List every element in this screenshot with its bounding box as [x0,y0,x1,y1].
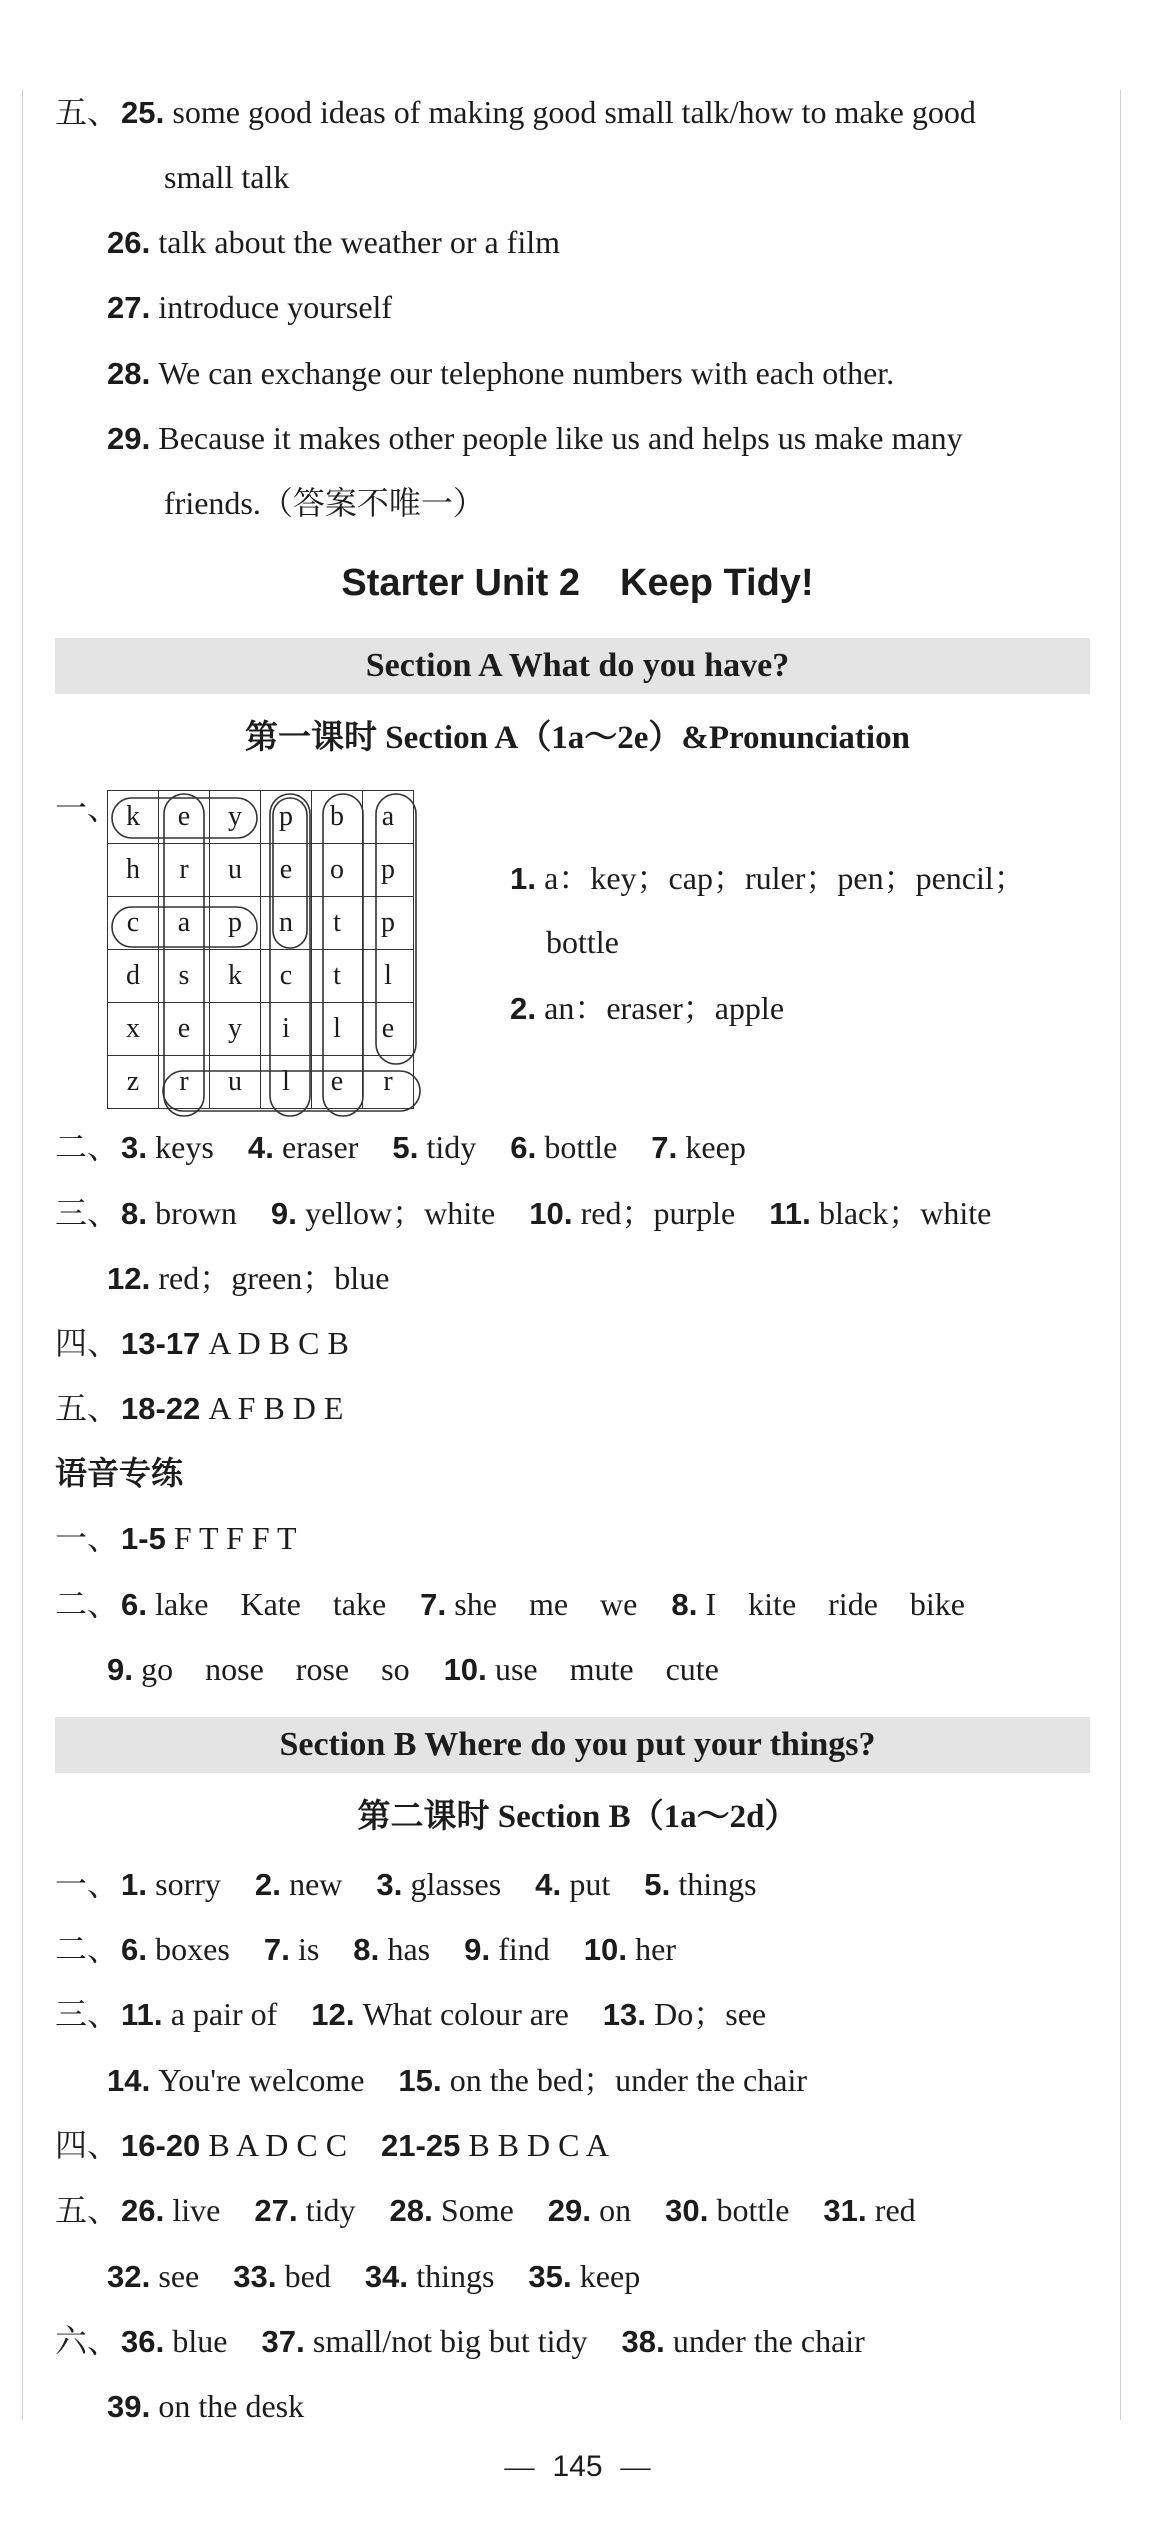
sb-q5-line: 五、26. live 27. tidy 28. Some 29. on 30. bottle 31. red [55,2192,916,2228]
answer-text: on the desk [158,2388,305,2424]
grid-cell: i [261,1003,312,1056]
sb-q3-line-cont: 14. You're welcome 15. on the bed；under the chair [107,2062,807,2098]
question-number: 5 [644,1867,662,1902]
answer-text: has [387,1931,431,1967]
question-number: 28 [107,356,142,391]
phonetics-q1-line [55,1518,297,1559]
phonetics-q2-line-cont: 9. go nose rose so 10. use mute cute [107,1651,719,1687]
answer-line-29: 29. Because it makes other people like us and helps us make many [107,420,963,456]
grid-cell: l [312,1003,363,1056]
answer-text: red；purple [580,1195,736,1231]
question-range: 13-17 [121,1326,201,1361]
question-number: 11 [769,1196,803,1231]
question-number: 7 [651,1130,669,1165]
grid-cell: p [363,844,414,897]
question-number: 12 [311,1997,346,2032]
answer-text: some good ideas of making good small talk/how to make good [172,94,976,130]
answer-text: go nose rose so [141,1651,410,1687]
unit-title [0,562,1155,605]
sb-q5-line-cont: 32. see 33. bed 34. things 35. keep [107,2258,641,2294]
answer-text: red；green；blue [158,1260,390,1296]
question-number: 8 [121,1196,139,1231]
sa-q3-line-cont: 12. red；green；blue [107,1260,390,1296]
answer-text: F T F F T [173,1520,297,1556]
answer-text: red [874,2192,916,2228]
grid-cell: t [312,950,363,1003]
question-number: 9 [107,1652,125,1687]
answer-text: glasses [410,1866,502,1902]
section-b-title: Section B Where do you put your things? [279,1726,876,1763]
question-number: 36 [121,2324,156,2359]
question-number: 13 [602,1997,638,2032]
sa-q5-line [55,1388,343,1429]
answer-text: Because it makes other people like us and helps us make many [158,420,963,456]
question-number: 27 [254,2193,289,2228]
question-number: 31 [823,2193,858,2228]
sb-q6-line-cont: 39. on the desk [107,2388,305,2424]
question-mark: 二、 [55,1931,120,1967]
question-number: 2 [254,1867,273,1902]
sb-q6-line: 六、36. blue 37. small/not big but tidy 38. under the chair [55,2323,865,2359]
grid-cell: s [159,950,210,1003]
answer-text: Do；see [654,1996,767,2032]
grid-cell: e [159,1003,210,1056]
question-number: 14 [107,2063,142,2098]
grid-cell: r [159,1056,210,1109]
answer-text: tidy [426,1129,477,1165]
question-number: 34 [364,2259,400,2294]
grid-cell: r [363,1056,414,1109]
answer-text: on [599,2192,632,2228]
question-number: 10 [529,1196,564,1231]
unit-title-part1: Starter Unit 2 [341,562,581,604]
grid-cell: p [210,897,261,950]
question-mark: 一、 [55,1520,120,1556]
answer-text: B A D C C [208,2127,348,2163]
grid-cell: e [261,844,312,897]
question-mark: 一、 [55,1866,120,1902]
question-range: 18-22 [121,1391,201,1426]
question-mark: 四、 [55,1325,120,1361]
grid-cell: t [312,897,363,950]
answer-text: things [416,2258,495,2294]
answer-text: new [289,1866,343,1902]
grid-cell: n [261,897,312,950]
answer-text: blue [172,2323,228,2359]
answer-text: an：eraser；apple [544,990,785,1026]
answer-text: small talk [164,159,290,195]
question-mark: 二、 [55,1129,120,1165]
answer-text: You're welcome [158,2062,365,2098]
answer-text: talk about the weather or a film [158,224,560,260]
page-number: 145 [552,2450,603,2483]
right-margin-rule [1120,90,1121,2420]
grid-cell: a [159,897,210,950]
grid-cell: u [210,1056,261,1109]
question-number: 15 [398,2063,433,2098]
answer-text: B B D C A [468,2127,609,2163]
answer-text: see [158,2258,200,2294]
answer-text: a：key；cap；ruler；pen；pencil； [544,860,1026,896]
sb-q3-line: 三、11. a pair of 12. What colour are 13. Do；see [55,1996,767,2032]
answer-text: find [498,1931,550,1967]
answer-text: keys [155,1129,214,1165]
answer-text: put [569,1866,611,1902]
phonetics-title: 语音专练 [55,1455,184,1491]
answer-text: bottle [544,1129,618,1165]
answer-text: is [297,1931,320,1967]
lesson-1-title: 第一课时 Section A（1a～2e）&Pronunciation [245,720,910,756]
answer-text: A F B D E [208,1390,344,1426]
question-number: 28 [389,2193,425,2228]
question-number: 38 [621,2324,657,2359]
answer-text: brown [155,1195,237,1231]
grid-cell: e [312,1056,363,1109]
grid-cell: b [312,791,363,844]
answer-text: Some [440,2192,514,2228]
question-mark: 三、 [55,1996,120,2032]
word-search-grid [107,790,414,1109]
question-number: 26 [107,225,142,260]
grid-row [108,950,414,1003]
question-number: 3 [121,1130,139,1165]
grid-cell: y [210,1003,261,1056]
puzzle-answer-1-cont [546,922,619,962]
grid-row [108,791,414,844]
page-footer: — 145 — [504,2450,651,2483]
grid-cell: e [363,1003,414,1056]
answer-line-29-cont [164,483,485,523]
question-number: 1 [121,1867,139,1902]
answer-line-27: 27. introduce yourself [107,289,393,325]
answer-text: bottle [716,2192,790,2228]
question-number: 12 [107,1261,142,1296]
sa-q2-line: 二、3. keys 4. eraser 5. tidy 6. bottle 7. keep [55,1129,746,1165]
question-number: 11 [121,1997,154,2032]
answer-text: small/not big but tidy [312,2323,588,2359]
grid-cell: p [261,791,312,844]
answer-text: her [635,1931,677,1967]
section-a-title: Section A What do you have? [365,647,790,684]
left-margin-rule [22,90,23,2420]
grid-cell: e [159,791,210,844]
grid-cell: r [159,844,210,897]
question-mark: 五、 [55,1390,120,1426]
question-number: 4 [535,1867,553,1902]
answer-text: yellow；white [305,1195,496,1231]
answer-text: on the bed；under the chair [449,2062,807,2098]
answer-text: use mute cute [494,1651,719,1687]
question-range: 21-25 [381,2128,461,2163]
sb-q2-line: 二、6. boxes 7. is 8. has 9. find 10. her [55,1931,677,1967]
question-number: 33 [233,2259,268,2294]
question-number: 6 [510,1130,528,1165]
question-mark: 四、 [55,2127,120,2163]
question-number: 3 [376,1867,394,1902]
question-range: 1-5 [121,1521,166,1556]
grid-cell: k [108,791,159,844]
puzzle-answer-2: 2. an：eraser；apple [510,990,785,1026]
question-number: 26 [121,2193,156,2228]
grid-row [108,1056,414,1109]
grid-cell: k [210,950,261,1003]
answer-line-25-cont [164,157,289,197]
question-mark: 五、 [55,94,120,130]
grid-cell: x [108,1003,159,1056]
question-number: 2 [510,991,528,1026]
answer-text: A D B C B [208,1325,349,1361]
question-number: 8 [353,1932,371,1967]
grid-cell: d [108,950,159,1003]
answer-text: eraser [281,1129,359,1165]
question-mark: 三、 [55,1195,120,1231]
answer-text: under the chair [672,2323,865,2359]
question-number: 35 [528,2259,563,2294]
grid-cell: p [363,897,414,950]
question-number: 27 [107,290,142,325]
question-number: 32 [107,2259,142,2294]
answer-text: things [678,1866,757,1902]
sb-q4-line [55,2125,609,2166]
question-number: 6 [121,1587,139,1622]
sa-q3-line: 三、8. brown 9. yellow；white 10. red；purple 11. black；white [55,1195,992,1231]
answer-text: What colour are [362,1996,569,2032]
answer-line-28: 28. We can exchange our telephone numbers with each other. [107,355,895,391]
answer-text: We can exchange our telephone numbers with each other. [158,355,895,391]
unit-title-part2: Keep Tidy! [620,562,814,604]
grid-cell: z [108,1056,159,1109]
question-number: 7 [420,1587,438,1622]
answer-text: sorry [155,1866,221,1902]
grid-cell: h [108,844,159,897]
question-number: 29 [547,2193,583,2228]
question-number: 10 [443,1652,479,1687]
question-mark: 二、 [55,1586,120,1622]
question-number: 9 [270,1196,289,1231]
answer-text: lake Kate take [155,1586,387,1622]
question-number: 30 [665,2193,700,2228]
answer-text: friends.（答案不唯一） [164,485,485,521]
question-mark: 六、 [55,2323,120,2359]
grid-cell: o [312,844,363,897]
grid-cell: y [210,791,261,844]
question-number: 5 [392,1130,410,1165]
phonetics-q2-line: 二、6. lake Kate take 7. she me we 8. I kite ride bike [55,1586,965,1622]
answer-text: bottle [546,924,619,960]
question-number: 9 [464,1932,482,1967]
puzzle-answer-1: 1. a：key；cap；ruler；pen；pencil； [510,860,1026,896]
grid-row [108,897,414,950]
answer-text: keep [579,2258,641,2294]
answer-text: live [172,2192,221,2228]
grid-row [108,844,414,897]
grid-cell: u [210,844,261,897]
question-number: 37 [261,2324,296,2359]
question-mark: 五、 [55,2192,120,2228]
answer-text: she me we [454,1586,638,1622]
grid-cell: l [261,1056,312,1109]
question-number: 4 [247,1130,266,1165]
answer-text: bed [284,2258,331,2294]
answer-text: black；white [818,1195,992,1231]
answer-line-26: 26. talk about the weather or a film [107,224,560,260]
answer-text: a pair of [170,1996,278,2032]
answer-line-25: 五、25. some good ideas of making good small talk/how to make good [55,94,976,130]
question-number: 29 [107,421,142,456]
sb-q1-line: 一、1. sorry 2. new 3. glasses 4. put 5. things [55,1866,757,1902]
answer-text: tidy [305,2192,356,2228]
grid-cell: c [108,897,159,950]
grid-cell: a [363,791,414,844]
lesson-2-title: 第二课时 Section B（1a～2d） [357,1799,798,1835]
answer-text: boxes [155,1931,230,1967]
answer-text: I kite ride bike [705,1586,965,1622]
sa-q4-line [55,1323,349,1364]
question-number: 6 [121,1932,139,1967]
question-number: 1 [510,861,528,896]
grid-row [108,1003,414,1056]
question-number: 10 [583,1932,619,1967]
question-number: 8 [671,1587,689,1622]
answer-text: introduce yourself [158,289,393,325]
puzzle-question-mark: 一、 [55,790,120,826]
answer-text: keep [685,1129,746,1165]
grid-cell: l [363,950,414,1003]
question-range: 16-20 [121,2128,201,2163]
grid-cell: c [261,950,312,1003]
question-number: 7 [263,1932,282,1967]
question-number: 39 [107,2389,142,2424]
question-number: 25 [121,95,156,130]
